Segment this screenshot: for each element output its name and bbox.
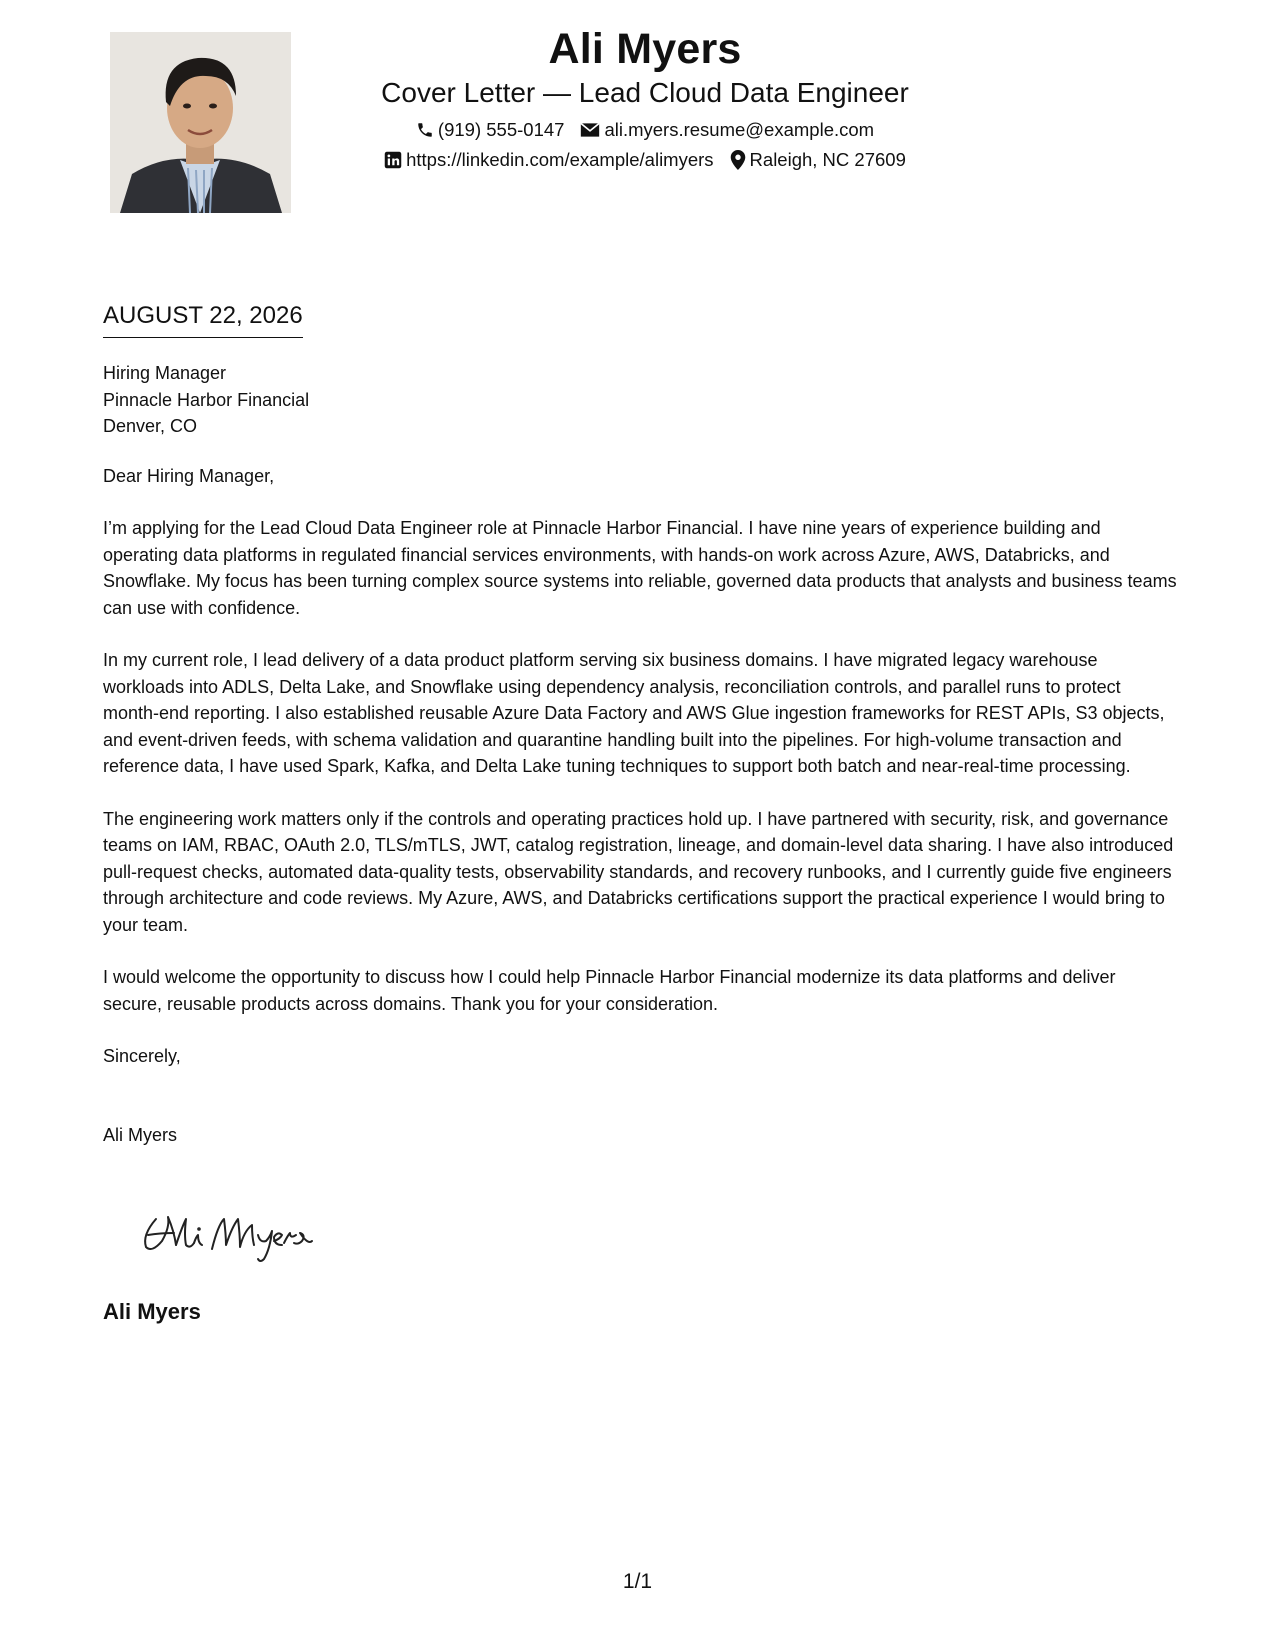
recipient-location: Denver, CO (103, 416, 198, 436)
phone-number: (919) 555-0147 (437, 119, 565, 140)
applicant-name: Ali Myers (548, 25, 742, 73)
envelope-icon (580, 122, 600, 138)
contact-row-1 (330, 118, 960, 142)
body-paragraph: I would welcome the opportunity to discuss how I could help Pinnacle Harbor Financial modernize its data platforms and deliver secure, reusable products across domains. Thank you for your consideration. (103, 967, 1116, 1014)
salutation: Dear Hiring Manager, (103, 465, 275, 486)
recipient-title: Hiring Manager (103, 363, 227, 383)
letter-header (330, 22, 960, 172)
closing-line: Sincerely, (103, 1046, 181, 1066)
location-text: Raleigh, NC 27609 (749, 149, 906, 170)
handwritten-signature (140, 1205, 340, 1270)
letter-date: AUGUST 22, 2026 (103, 301, 303, 338)
body-paragraph: In my current role, I lead delivery of a data product platform serving six business domains. I have migrated legacy warehouse workloads into ADLS, Delta Lake, and Snowflake using dependency analysis, reconciliation controls, and parallel runs to protect month-end reporting. I also established reusable Azure Data Factory and AWS Glue ingestion frameworks for REST APIs, S3 objects, and event-driven feeds, with schema validation and quarantine handling built into the pipelines. For high-volume transaction and reference data, I have used Spark, Kafka, and Delta Lake tuning techniques to support both batch and near-real-time processing. (103, 650, 1165, 776)
contact-row-2 (330, 148, 960, 172)
body-paragraph: The engineering work matters only if the controls and operating practices hold up. I have partnered with security, risk, and governance teams on IAM, RBAC, OAuth 2.0, TLS/mTLS, JWT, catalog registration, lineage, and domain-level data sharing. I have also introduced pull-request checks, automated data-quality tests, observability standards, and recovery runbooks, and I currently guide five engineers through architecture and code reviews. My Azure, AWS, and Databricks certifications support the practical experience I would bring to your team. (103, 808, 1174, 935)
document-subtitle: Cover Letter — Lead Cloud Data Engineer (381, 77, 909, 108)
map-pin-icon (730, 150, 746, 170)
location-contact (730, 148, 906, 172)
profile-photo (110, 32, 291, 213)
email-address[interactable]: ali.myers.resume@example.com (604, 119, 875, 140)
email-contact[interactable] (580, 118, 874, 142)
phone-icon (416, 121, 434, 139)
linkedin-url[interactable]: https://linkedin.com/example/alimyers (406, 149, 714, 170)
linkedin-icon (384, 151, 402, 169)
body-paragraph: I’m applying for the Lead Cloud Data Engineer role at Pinnacle Harbor Financial. I have nine years of experience building and operating data platforms in regulated financial services environments, with hands-on work across Azure, AWS, Databricks, and Snowflake. My focus has been turning complex source systems into reliable, governed data products that analysts and business teams can use with confidence. (103, 518, 1177, 618)
typed-name: Ali Myers (103, 1124, 178, 1145)
letter-body (103, 360, 1178, 1148)
signature-name: Ali Myers (103, 1299, 201, 1324)
recipient-block (103, 360, 1178, 440)
recipient-company: Pinnacle Harbor Financial (103, 389, 310, 410)
linkedin-contact[interactable] (384, 148, 713, 172)
page-number: 1/1 (622, 1570, 653, 1593)
phone-contact (416, 118, 565, 142)
